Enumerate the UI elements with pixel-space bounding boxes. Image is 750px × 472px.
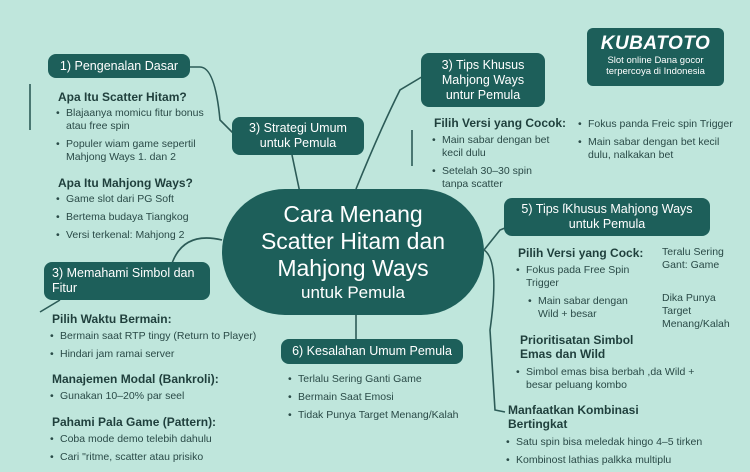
node-tips-khusus-title: 3) Tips Khusus Mahjong Ways untur Pemula bbox=[421, 53, 545, 107]
list-item: • Satu spin bisa meledak hingo 4–5 tirken bbox=[506, 436, 726, 449]
node3-heading-waktu: Pilih Waktu Bermain: bbox=[52, 312, 172, 326]
node5-side-note-1: Teralu Sering Gant: Game bbox=[662, 246, 724, 271]
node5-list-kombinasi bbox=[506, 436, 726, 472]
node5-list-simbol bbox=[516, 366, 706, 397]
brand-name: KUBATOTO bbox=[600, 33, 711, 54]
node-tips-mahjong-title: 5) Tips ſKhusus Mahjong Ways untuk Pemula bbox=[504, 198, 710, 236]
list-item: • Terlalu Sering Ganti Game bbox=[288, 373, 478, 386]
center-line4: untuk Pemula bbox=[301, 282, 405, 302]
node1-list-mahjong bbox=[56, 193, 226, 247]
list-item: • Simbol emas bisa berbah ,da Wild + besar peluang kombo bbox=[516, 366, 706, 392]
list-item: • Game slot dari PG Soft bbox=[56, 193, 226, 206]
list-item: • Gunakan 10–20% par seel bbox=[50, 390, 280, 403]
central-topic bbox=[222, 189, 484, 315]
list-item: • Blajaanya momicu fitur bonus atau free spin bbox=[56, 107, 226, 133]
node-pengenalan-title: 1) Pengenalan Dasar bbox=[48, 54, 190, 78]
node3-heading-pola: Pahami Pala Game (Pattern): bbox=[52, 415, 217, 429]
node5-heading-kombinasi: Manfaatkan Kombinasi Bertingkat bbox=[508, 403, 639, 431]
brand-tagline: Slot online Dana gocor terpercoya di Indonesia bbox=[606, 55, 705, 77]
list-item: • Bertema budaya Tiangkog bbox=[56, 211, 226, 224]
node3-heading-modal: Manajemen Modal (Bankroli): bbox=[52, 372, 219, 386]
node-strategi-title: 3) Strategi Umum untuk Pemula bbox=[232, 117, 364, 155]
list-item: • Versi terkenal: Mahjong 2 bbox=[56, 229, 226, 242]
node-kesalahan-title: 6) Kesalahan Umum Pemula bbox=[281, 339, 463, 364]
list-item: • Hindari jam ramai server bbox=[50, 348, 280, 361]
list-item: • Fokus panda Freic spin Trigger bbox=[578, 118, 738, 131]
node5-list-versi bbox=[516, 264, 644, 326]
list-item: • Bermain Saat Emosi bbox=[288, 391, 478, 404]
node1-heading-mahjong: Apa Itu Mahjong Ways? bbox=[58, 176, 193, 190]
list-item: • Coba mode demo telebih dahulu bbox=[50, 433, 280, 446]
node-simbol-title: 3) Memahami Simbol dan Fitur bbox=[44, 262, 210, 300]
node3-list-waktu bbox=[50, 330, 280, 366]
list-item: • Bermain saat RTP tingy (Return to Player) bbox=[50, 330, 280, 343]
node4-list-col1 bbox=[432, 134, 560, 196]
list-item: • Fokus pada Free Spin Trigger bbox=[516, 264, 644, 290]
list-item: • Cari "ritme, scatter atau prisiko bbox=[50, 451, 280, 464]
node5-heading-versi: Pilih Versi yang Cock: bbox=[518, 246, 644, 260]
list-item: • Setelah 30–30 spin tanpa scatter bbox=[432, 165, 560, 191]
list-item: • Main sabar dengan Wild + besar bbox=[528, 295, 644, 321]
list-item: • Main sabar dengan bet kecil dulu bbox=[432, 134, 560, 160]
list-item: • Kombinost lathias palkka multiplu bbox=[506, 454, 726, 467]
node5-heading-simbol: Prioritisatan Simbol Emas dan Wild bbox=[520, 333, 634, 361]
list-item: • Main sabar dengan bet kecil dulu, nalkakan bet bbox=[578, 136, 738, 162]
node3-list-pola bbox=[50, 433, 280, 469]
node5-side-note-2: Dika Punya Target Menang/Kalah bbox=[662, 292, 730, 330]
node4-heading-versi: Filih Versi yang Cocok: bbox=[434, 116, 567, 130]
center-line3: Mahjong Ways bbox=[277, 254, 429, 281]
list-item: • Populer wiam game sepertil Mahjong Ways 1. dan 2 bbox=[56, 138, 226, 164]
node1-list-scatter bbox=[56, 107, 226, 169]
node4-list-col2 bbox=[578, 118, 738, 167]
node6-list bbox=[288, 373, 478, 427]
list-item: • Tidak Punya Target Menang/Kalah bbox=[288, 409, 478, 422]
center-line1: Cara Menang bbox=[283, 200, 423, 227]
node1-heading-scatter: Apa Itu Scatter Hitam? bbox=[58, 90, 187, 104]
brand-logo bbox=[587, 28, 724, 86]
node3-list-modal bbox=[50, 390, 280, 408]
center-line2: Scatter Hitam dan bbox=[260, 227, 446, 254]
